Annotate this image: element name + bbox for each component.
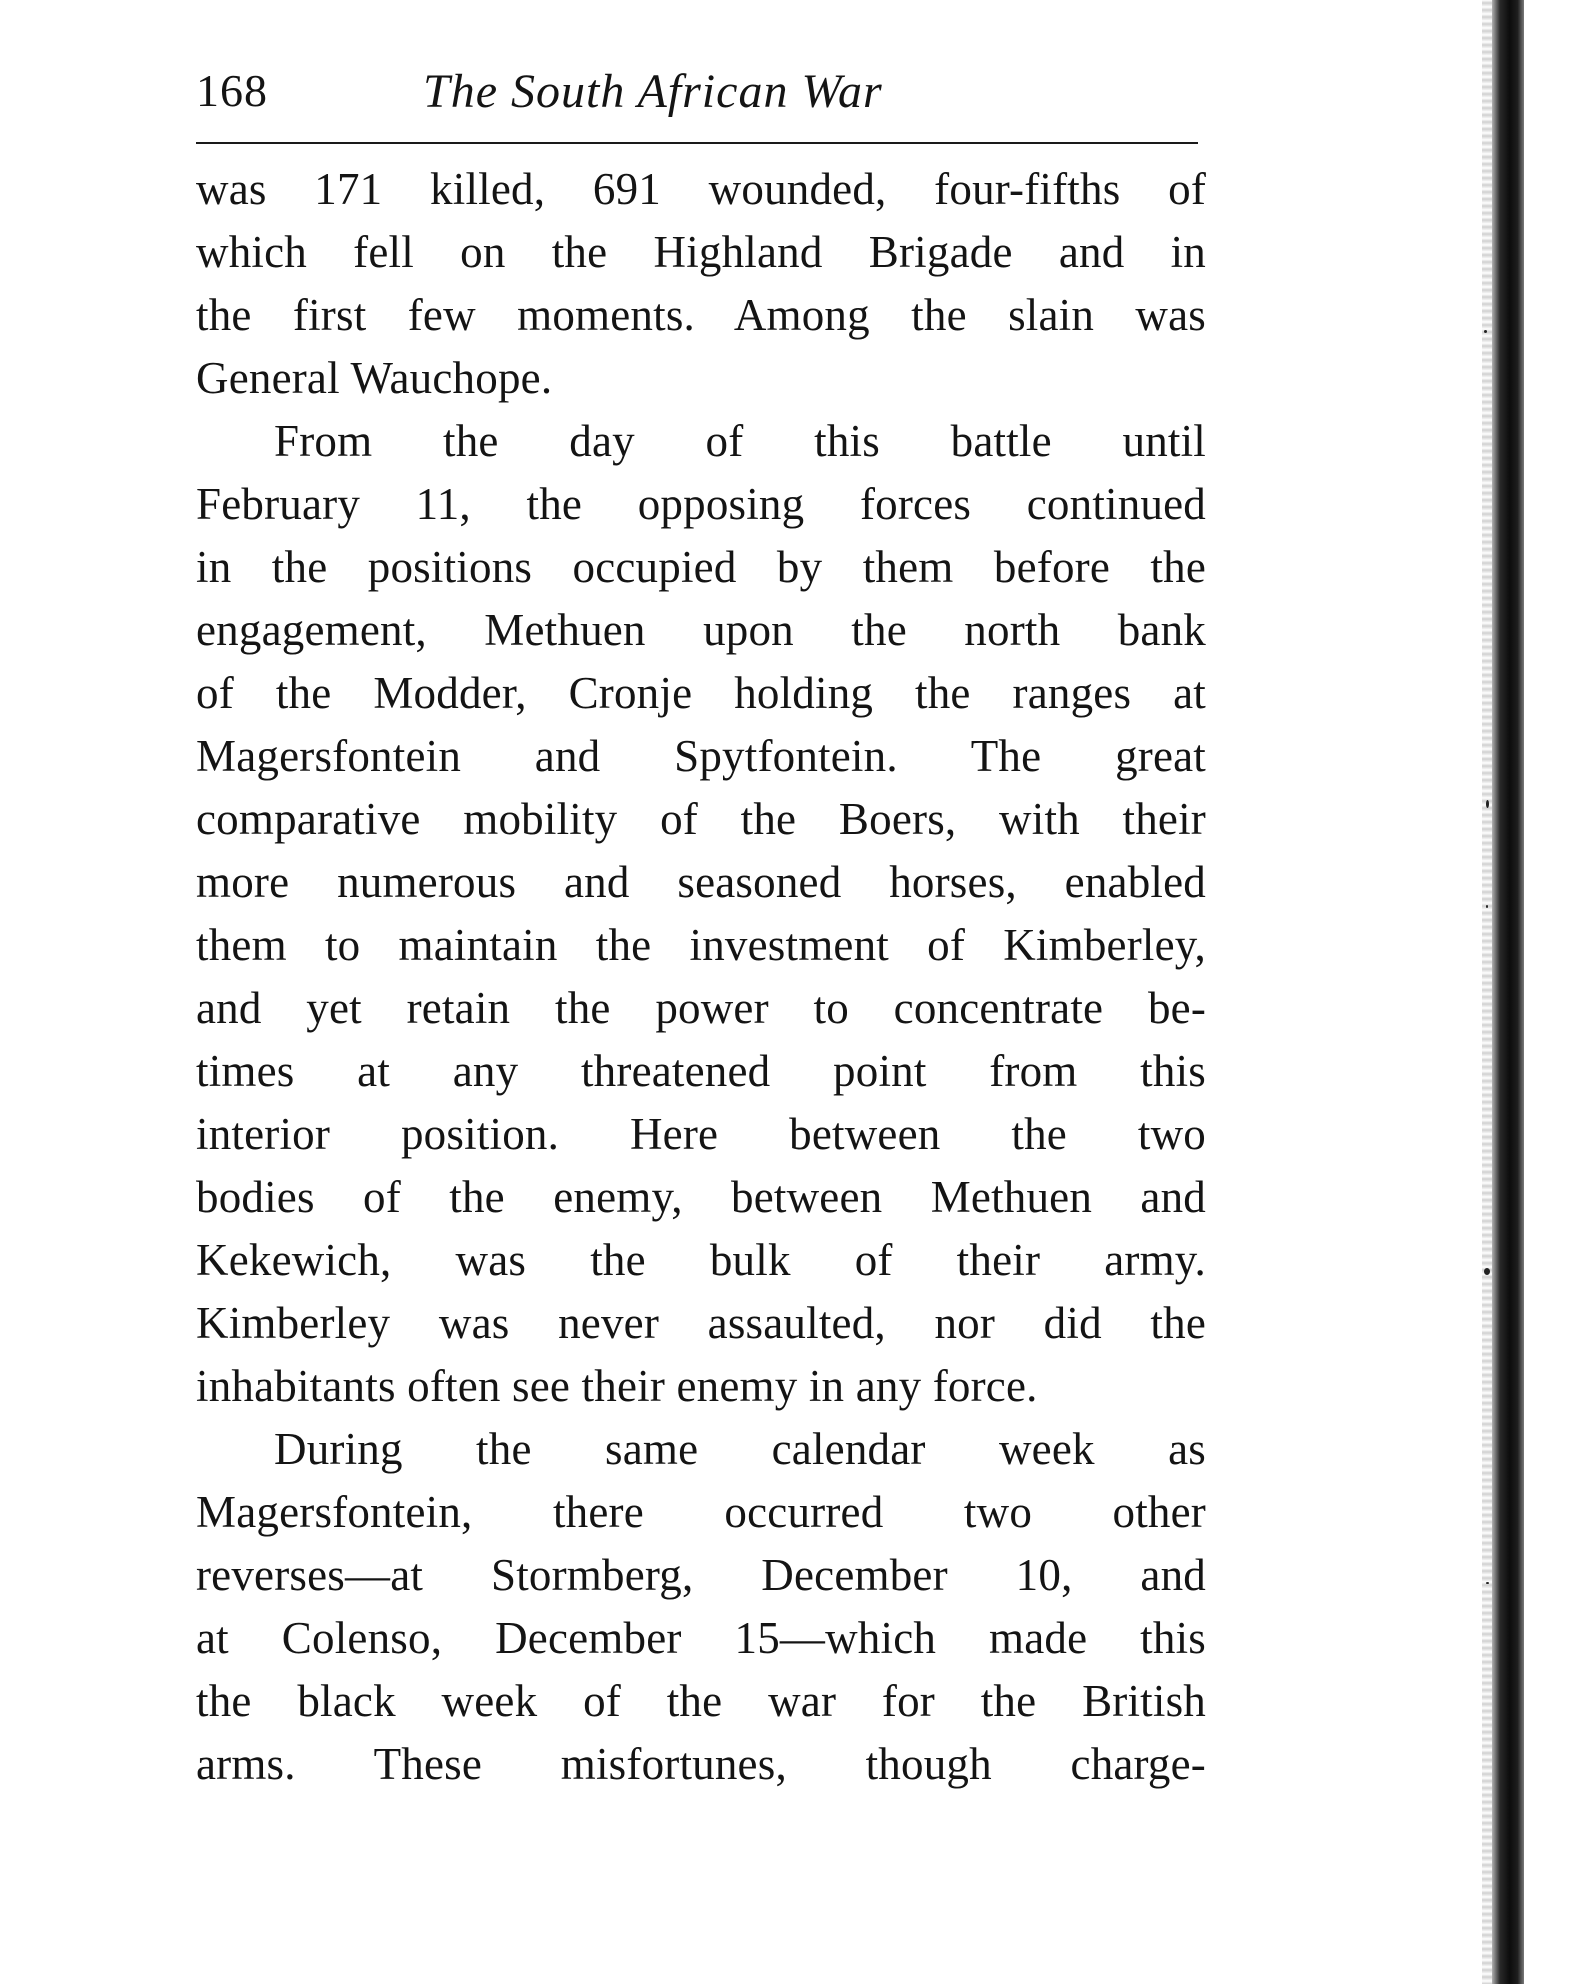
text-line: General Wauchope. xyxy=(196,353,553,403)
text-line: Magersfontein, there occurred two other xyxy=(196,1487,1206,1537)
text-line: the black week of the war for the British xyxy=(196,1676,1206,1726)
text-line: comparative mobility of the Boers, with their xyxy=(196,794,1206,844)
text-line: Kekewich, was the bulk of their army. xyxy=(196,1235,1206,1285)
body-text xyxy=(196,158,1206,1796)
text-line: reverses—at Stormberg, December 10, and xyxy=(196,1550,1206,1600)
text-line: the first few moments. Among the slain was xyxy=(196,290,1206,340)
text-line: arms. These misfortunes, though charge- xyxy=(196,1739,1206,1789)
text-line: During the same calendar week as xyxy=(274,1424,1206,1474)
text-line: of the Modder, Cronje holding the ranges at xyxy=(196,668,1206,718)
page-header xyxy=(196,58,1198,138)
text-line: Magersfontein and Spytfontein. The great xyxy=(196,731,1206,781)
text-line: times at any threatened point from this xyxy=(196,1046,1206,1096)
scan-speck xyxy=(1486,905,1488,908)
text-line: and yet retain the power to concentrate be- xyxy=(196,983,1206,1033)
text-line: Kimberley was never assaulted, nor did the xyxy=(196,1298,1206,1348)
text-line: was 171 killed, 691 wounded, four-fifths of xyxy=(196,164,1206,214)
text-line: February 11, the opposing forces continued xyxy=(196,479,1206,529)
running-title: The South African War xyxy=(423,65,883,118)
scan-speck xyxy=(1484,1268,1490,1275)
text-line: which fell on the Highland Brigade and in xyxy=(196,227,1206,277)
page-number: 168 xyxy=(196,65,268,116)
text-line: more numerous and seasoned horses, enabled xyxy=(196,857,1206,907)
text-line: inhabitants often see their enemy in any force. xyxy=(196,1361,1038,1411)
text-line: From the day of this battle until xyxy=(274,416,1206,466)
binding-gutter-fringe xyxy=(1482,0,1492,1984)
scan-speck xyxy=(1484,330,1487,333)
scan-speck xyxy=(1486,1582,1489,1584)
text-line: at Colenso, December 15—which made this xyxy=(196,1613,1206,1663)
header-rule xyxy=(196,142,1198,144)
text-line: interior position. Here between the two xyxy=(196,1109,1206,1159)
text-line: engagement, Methuen upon the north bank xyxy=(196,605,1206,655)
text-line: bodies of the enemy, between Methuen and xyxy=(196,1172,1206,1222)
binding-gutter-shadow xyxy=(1492,0,1524,1984)
scan-speck xyxy=(1486,800,1489,808)
text-line: in the positions occupied by them before the xyxy=(196,542,1206,592)
text-line: them to maintain the investment of Kimberley, xyxy=(196,920,1206,970)
